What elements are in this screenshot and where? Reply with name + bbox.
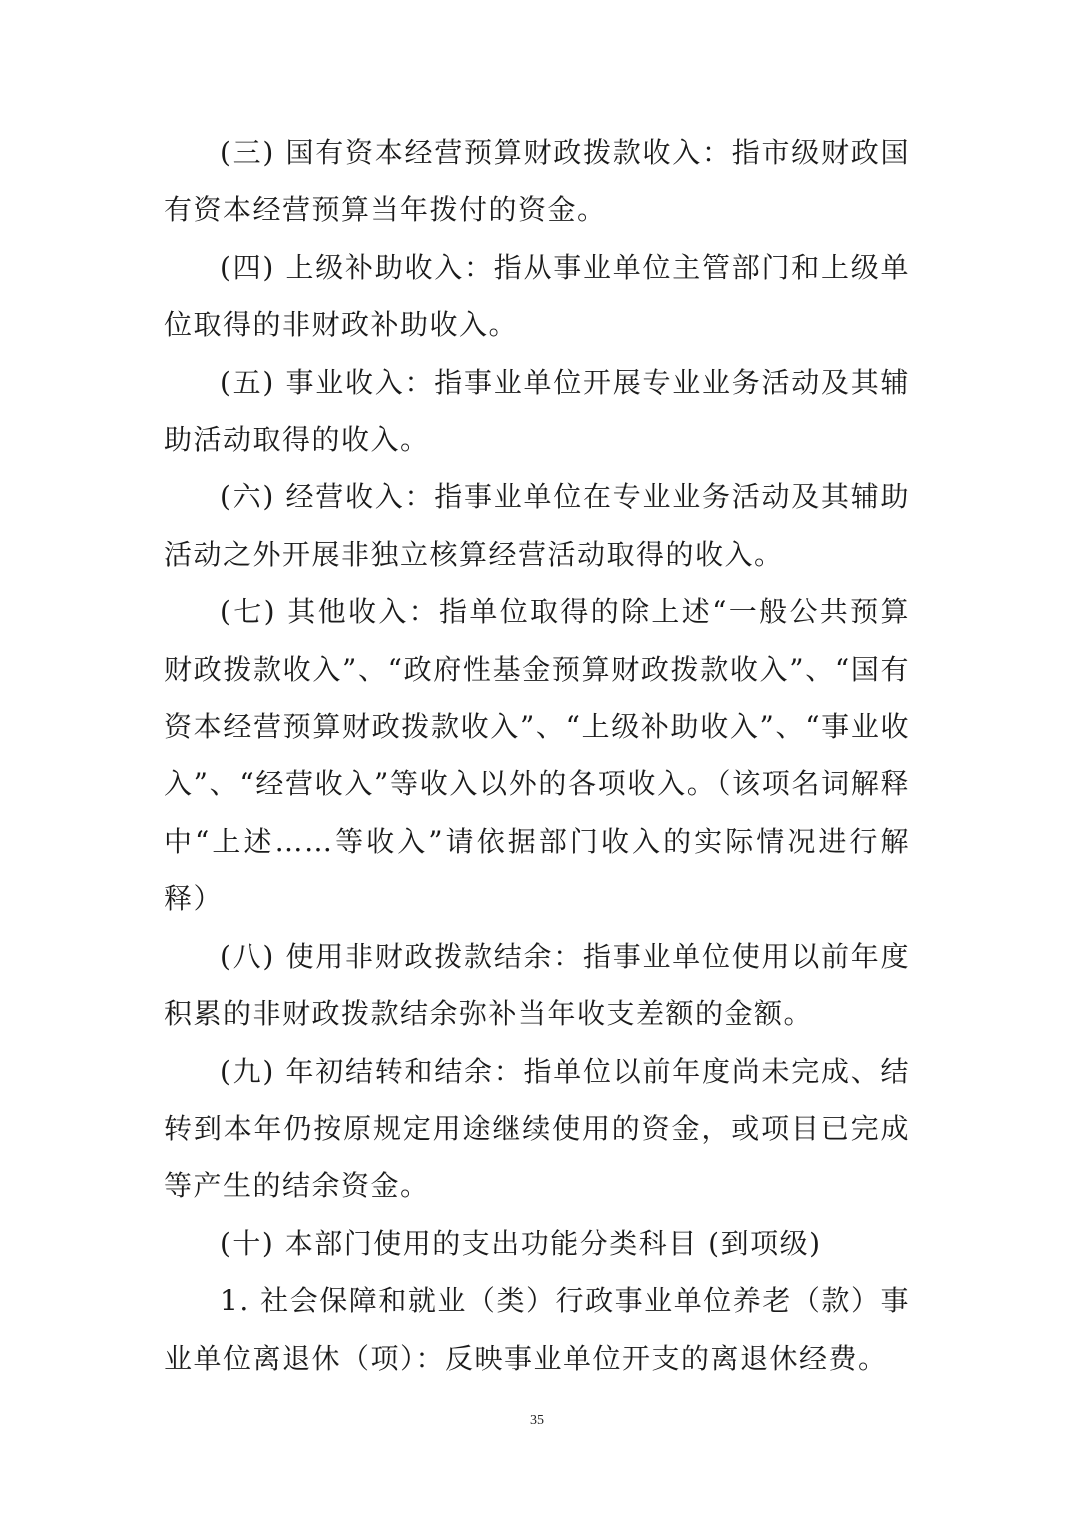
- paragraph-8-non-fiscal-balance: (八) 使用非财政拨款结余：指事业单位使用以前年度积累的非财政拨款结余弥补当年收支差额的金额。: [164, 939, 910, 1031]
- paragraph-7-other-income: (七) 其他收入：指单位取得的除上述“一般公共预算财政拨款收入”、“政府性基金预算财政拨款收入”、“国有资本经营预算财政拨款收入”、“上级补助收入”、“事业收入”、“经营收入”等收入以外的各项收入。（该项名词解释中“上述……等收入”请依据部门收入的实际情况进行解释）: [164, 595, 910, 916]
- document-body: [164, 124, 910, 1387]
- paragraph-10-expenditure-categories: (十) 本部门使用的支出功能分类科目 (到项级): [220, 1226, 822, 1260]
- paragraph-9-carryover-balance: (九) 年初结转和结余：指单位以前年度尚未完成、结转到本年仍按原规定用途继续使用的资金，或项目已完成等产生的结余资金。: [164, 1054, 910, 1203]
- paragraph-4-superior-subsidy-income: (四) 上级补助收入：指从事业单位主管部门和上级单位取得的非财政补助收入。: [164, 250, 910, 342]
- paragraph-item-1-retirement: 1. 社会保障和就业（类）行政事业单位养老（款）事业单位离退休（项）：反映事业单位开支的离退休经费。: [164, 1284, 910, 1375]
- paragraph-5-business-income: (五) 事业收入：指事业单位开展专业业务活动及其辅助活动取得的收入。: [164, 365, 910, 457]
- paragraph-3-state-capital-income: (三) 国有资本经营预算财政拨款收入：指市级财政国有资本经营预算当年拨付的资金。: [164, 136, 910, 227]
- page-number: 35: [530, 1413, 544, 1428]
- paragraph-6-operating-income: (六) 经营收入：指事业单位在专业业务活动及其辅助活动之外开展非独立核算经营活动取得的收入。: [164, 480, 910, 571]
